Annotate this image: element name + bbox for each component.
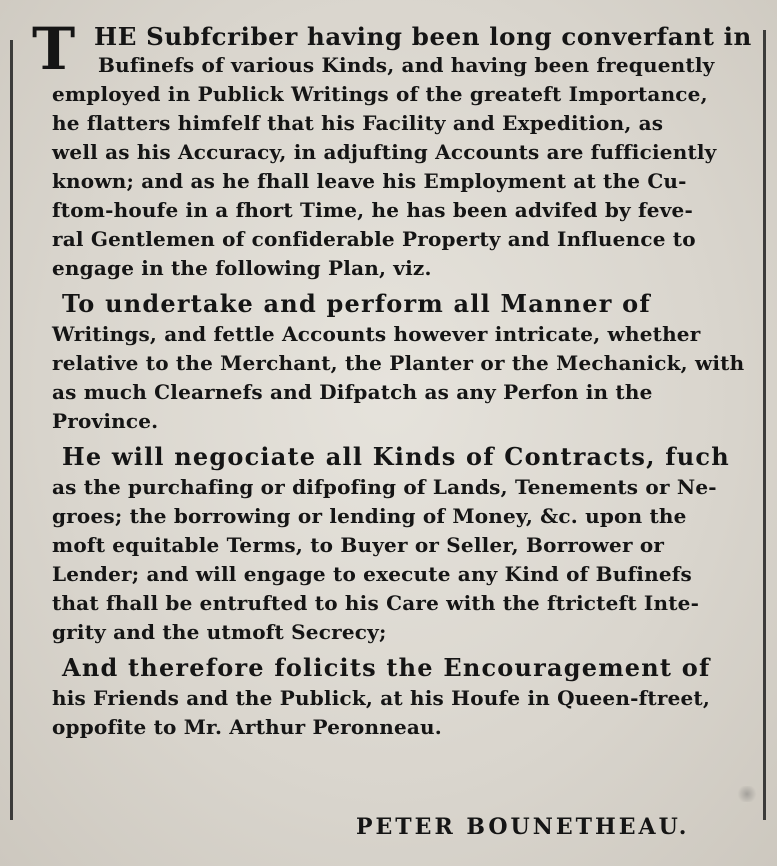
drop-cap: T [32, 15, 76, 83]
advert-line: HE Subfcriber having been long converfant in [94, 22, 752, 51]
advert-line: relative to the Merchant, the Planter or the Mechanick, with [52, 351, 745, 375]
paragraph-1 [52, 51, 752, 283]
paragraph-3 [52, 440, 752, 647]
advert-line: as much Clearnefs and Difpatch as any Perfon in the [52, 380, 653, 404]
advert-line: he flatters himfelf that his Facility and Expedition, as [52, 111, 664, 135]
advert-line: And therefore folicits the Encouragement of [62, 653, 711, 682]
advert-line: moft equitable Terms, to Buyer or Seller, Borrower or [52, 533, 665, 557]
advert-line: ftom-houfe in a fhort Time, he has been advifed by feve- [52, 198, 693, 222]
advert-line: his Friends and the Publick, at his Houfe in Queen-ftreet, [52, 686, 711, 710]
advertisement-text [32, 15, 752, 742]
advert-line: ral Gentlemen of confiderable Property and Influence to [52, 227, 696, 251]
advert-line: known; and as he fhall leave his Employment at the Cu- [52, 169, 687, 193]
signature: PETER BOUNETHEAU. [356, 814, 690, 840]
advert-line: as the purchafing or difpofing of Lands, Tenements or Ne- [52, 475, 717, 499]
ink-smudge [736, 786, 758, 802]
column-rule-left [10, 40, 13, 820]
advert-line: grity and the utmoft Secrecy; [52, 620, 387, 644]
advert-line: employed in Publick Writings of the greateft Importance, [52, 82, 708, 106]
advert-line: Writings, and fettle Accounts however intricate, whether [52, 322, 701, 346]
paragraph-4 [52, 651, 752, 742]
advert-line: Bufinefs of various Kinds, and having been frequently [98, 53, 715, 77]
advert-line: Province. [52, 409, 159, 433]
column-rule-right [763, 30, 766, 820]
advert-line: that fhall be entrufted to his Care with the ftricteft Inte- [52, 591, 700, 615]
advert-line: He will negociate all Kinds of Contracts, fuch [62, 442, 730, 471]
advert-line: engage in the following Plan, viz. [52, 256, 432, 280]
advert-line: well as his Accuracy, in adjufting Accounts are fufficiently [52, 140, 717, 164]
paragraph-2 [52, 287, 752, 436]
advert-line: oppofite to Mr. Arthur Peronneau. [52, 715, 442, 739]
advert-line: Lender; and will engage to execute any Kind of Bufinefs [52, 562, 693, 586]
advert-line: To undertake and perform all Manner of [62, 289, 651, 318]
advert-line: groes; the borrowing or lending of Money, &c. upon the [52, 504, 687, 528]
